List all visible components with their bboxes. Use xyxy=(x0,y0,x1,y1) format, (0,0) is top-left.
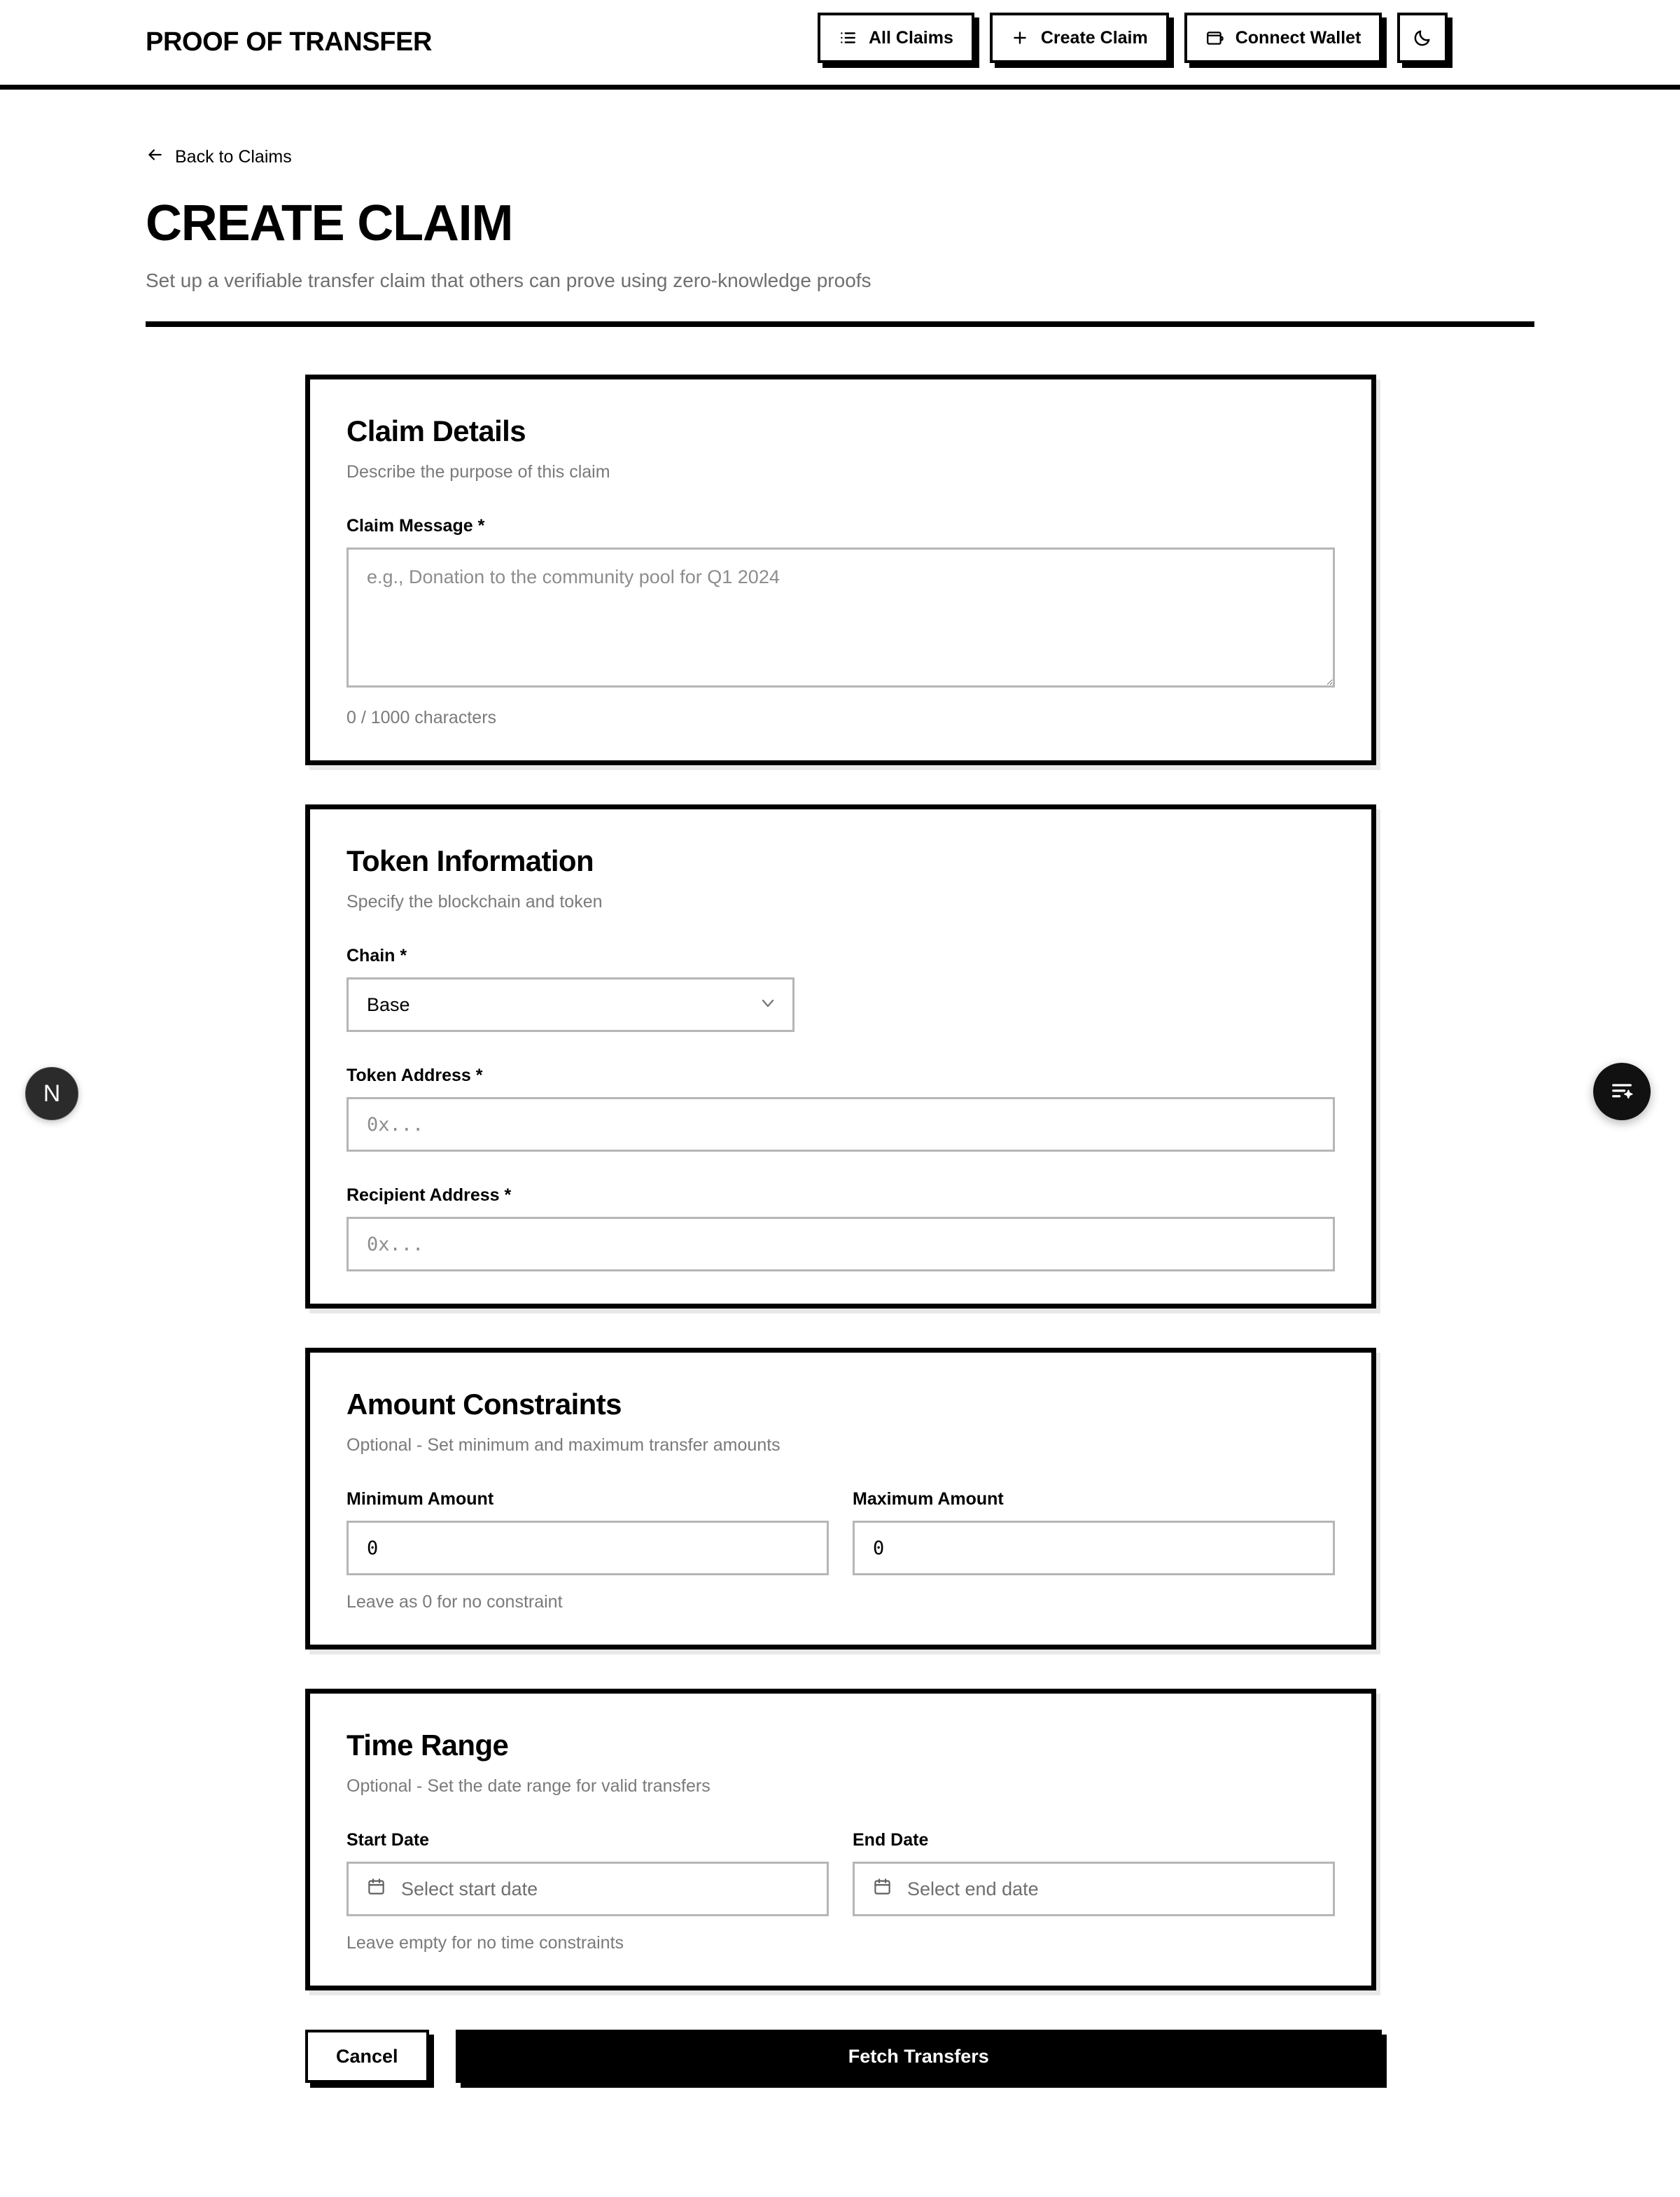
end-date-value: Select end date xyxy=(907,1878,1039,1899)
nav-connect-wallet-button[interactable] xyxy=(1184,13,1382,63)
start-date-label: Start Date xyxy=(346,1830,430,1850)
maximum-amount-label: Maximum Amount xyxy=(853,1489,1004,1509)
moon-icon xyxy=(1413,28,1432,48)
recipient-address-label: Recipient Address * xyxy=(346,1185,512,1205)
time-range-description: Optional - Set the date range for valid transfers xyxy=(346,1776,710,1796)
minimum-amount-input[interactable] xyxy=(346,1521,829,1575)
nav-all-claims-button[interactable] xyxy=(818,13,974,63)
dev-tools-badge[interactable]: N xyxy=(25,1067,78,1120)
claim-message-counter: 0 / 1000 characters xyxy=(346,708,497,727)
back-to-claims-link[interactable] xyxy=(146,146,292,169)
fetch-transfers-button[interactable]: Fetch Transfers xyxy=(456,2030,1382,2083)
nav-connect-wallet-label: Connect Wallet xyxy=(1235,27,1362,48)
end-date-field xyxy=(853,1830,1335,1916)
calendar-icon xyxy=(873,1877,892,1901)
form-actions xyxy=(305,2030,1382,2083)
maximum-amount-field xyxy=(853,1489,1335,1575)
recipient-address-input[interactable] xyxy=(346,1217,1335,1271)
amount-fields-row xyxy=(346,1489,1335,1575)
token-information-card xyxy=(305,804,1376,1309)
token-address-field xyxy=(346,1066,1335,1152)
time-range-hint: Leave empty for no time constraints xyxy=(346,1933,624,1953)
token-address-input[interactable] xyxy=(346,1097,1335,1152)
amount-constraints-hint: Leave as 0 for no constraint xyxy=(346,1592,563,1612)
assistant-fab-button[interactable] xyxy=(1593,1063,1651,1120)
page-title: CREATE CLAIM xyxy=(146,195,513,251)
token-information-title: Token Information xyxy=(346,844,594,877)
nav-all-claims-label: All Claims xyxy=(869,27,953,48)
claim-message-label: Claim Message * xyxy=(346,516,485,536)
chain-select[interactable]: Base xyxy=(346,977,794,1032)
claim-message-input[interactable] xyxy=(346,547,1335,688)
claim-details-card xyxy=(305,375,1376,765)
claim-message-field xyxy=(346,516,1335,728)
chain-select-wrapper xyxy=(346,977,794,1032)
token-address-label: Token Address * xyxy=(346,1066,483,1085)
list-icon xyxy=(839,29,857,47)
claim-details-title: Claim Details xyxy=(346,414,526,447)
amount-constraints-description: Optional - Set minimum and maximum transfer amounts xyxy=(346,1435,780,1455)
app-brand-logo: PROOF OF TRANSFER xyxy=(146,27,433,57)
recipient-address-field xyxy=(346,1185,1335,1271)
page-subtitle: Set up a verifiable transfer claim that others can prove using zero-knowledge proofs xyxy=(146,270,872,291)
time-range-title: Time Range xyxy=(346,1729,509,1762)
nav-create-claim-button[interactable] xyxy=(990,13,1169,63)
token-information-description: Specify the blockchain and token xyxy=(346,892,603,912)
claim-details-description: Describe the purpose of this claim xyxy=(346,462,610,482)
app-header xyxy=(0,0,1680,90)
arrow-left-icon xyxy=(146,146,164,169)
sparkle-lines-icon xyxy=(1607,1075,1637,1108)
back-to-claims-label: Back to Claims xyxy=(175,147,292,167)
minimum-amount-label: Minimum Amount xyxy=(346,1489,494,1509)
plus-icon xyxy=(1011,29,1029,47)
amount-constraints-card xyxy=(305,1348,1376,1650)
create-claim-form xyxy=(305,375,1376,1990)
amount-constraints-title: Amount Constraints xyxy=(346,1388,622,1421)
chain-field xyxy=(346,946,1335,1032)
nav-create-claim-label: Create Claim xyxy=(1040,27,1148,48)
start-date-field xyxy=(346,1830,829,1916)
date-fields-row xyxy=(346,1830,1335,1916)
page-container xyxy=(0,146,1680,2083)
time-range-card xyxy=(305,1689,1376,1990)
end-date-picker[interactable] xyxy=(853,1862,1335,1916)
wallet-icon xyxy=(1205,29,1224,47)
maximum-amount-input[interactable] xyxy=(853,1521,1335,1575)
start-date-picker[interactable] xyxy=(346,1862,829,1916)
start-date-value: Select start date xyxy=(401,1878,538,1899)
chain-label: Chain * xyxy=(346,946,407,965)
theme-toggle-button[interactable] xyxy=(1397,13,1448,63)
cancel-button[interactable]: Cancel xyxy=(305,2030,429,2083)
minimum-amount-field xyxy=(346,1489,829,1575)
end-date-label: End Date xyxy=(853,1830,929,1850)
calendar-icon xyxy=(367,1877,386,1901)
header-nav-actions xyxy=(818,13,1448,63)
title-divider xyxy=(146,321,1534,327)
